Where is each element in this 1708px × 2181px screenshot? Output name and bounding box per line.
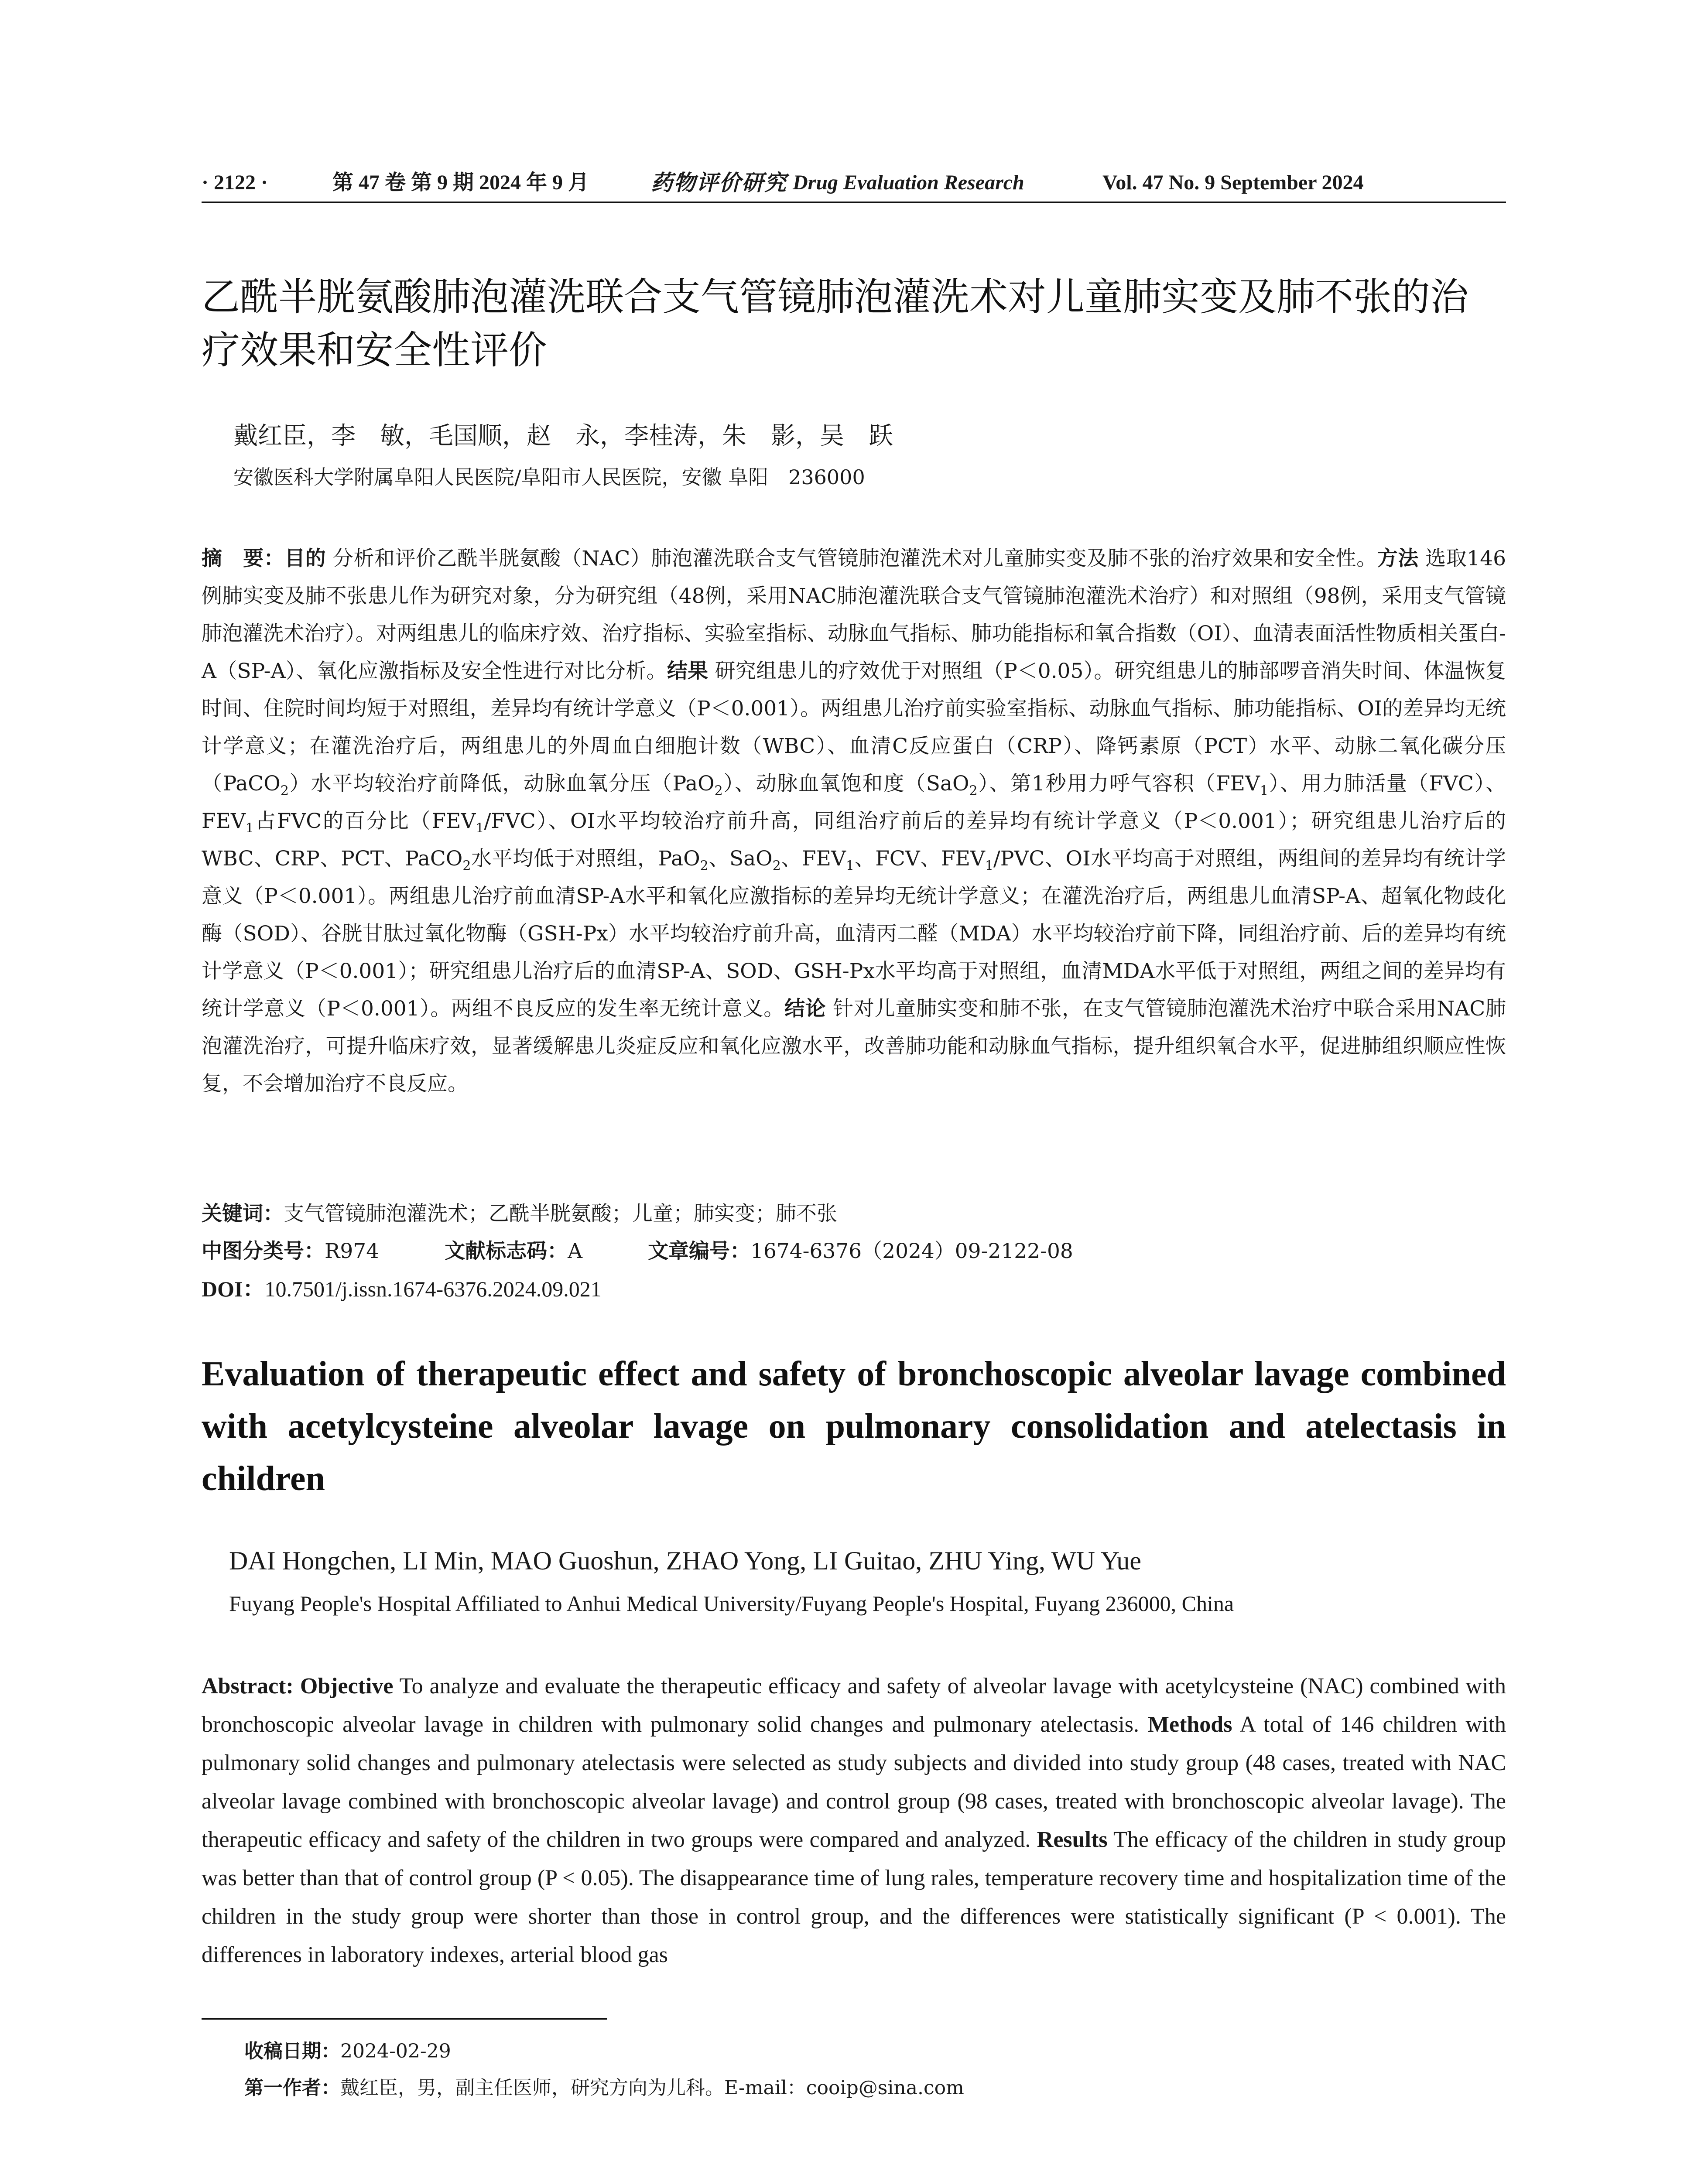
abstract-en-label: Abstract: bbox=[202, 1674, 294, 1699]
doi-label: DOI： bbox=[202, 1277, 265, 1301]
subscript: 2 bbox=[772, 858, 781, 874]
authors-en: DAI Hongchen, LI Min, MAO Guoshun, ZHAO Yong, LI Guitao, ZHU Ying, WU Yue bbox=[229, 1546, 1141, 1575]
authors-cn: 戴红臣，李 敏，毛国顺，赵 永，李桂涛，朱 影，吴 跃 bbox=[233, 422, 893, 450]
results-en-label: Results bbox=[1037, 1827, 1108, 1852]
subscript: 2 bbox=[714, 783, 723, 799]
results-text: 占FVC的百分比（FEV bbox=[253, 809, 476, 833]
subscript: 1 bbox=[985, 858, 993, 874]
keywords-value: 支气管镜肺泡灌洗术；乙酰半胱氨酸；儿童；肺实变；肺不张 bbox=[284, 1202, 837, 1226]
results-text: ）、用力肺活量（FVC）、FEV bbox=[202, 772, 1506, 833]
received-value: 2024-02-29 bbox=[340, 2040, 451, 2062]
journal-logo-cn: 药物评价研究 bbox=[651, 170, 787, 195]
received-date-note bbox=[244, 2036, 1466, 2067]
article-id-label: 文章编号： bbox=[648, 1239, 751, 1263]
clc-value: R974 bbox=[325, 1239, 380, 1263]
subscript: 2 bbox=[462, 858, 471, 874]
methods-en-label: Methods bbox=[1147, 1712, 1232, 1737]
received-label: 收稿日期： bbox=[244, 2040, 340, 2062]
subscript: 1 bbox=[245, 820, 254, 836]
journal-name-en: Drug Evaluation Research bbox=[793, 171, 1024, 194]
results-text: /FVC）、OI水平均较治疗前升高，同组治疗前后的差异均有统计学意义（P＜0.001）；研究组患儿治疗后的WBC、CRP、PCT、PaCO bbox=[202, 809, 1506, 871]
subscript: 2 bbox=[280, 783, 289, 799]
results-text: 水平均低于对照组，PaO bbox=[471, 847, 700, 871]
results-text: ）水平均较治疗前降低，动脉血氧分压（PaO bbox=[288, 772, 715, 796]
issue-info-en: Vol. 47 No. 9 September 2024 bbox=[1102, 171, 1364, 194]
methods-en-text: A total of 146 children with pulmonary solid changes and pulmonary atelectasis were selected as study subjects and divided into study group (48 cases, treated with NAC alveolar lavage combined with bronchoscopic alveolar lavage) and control group (98 cases, treated with bronchoscopic alveolar lavage). The therapeutic efficacy and safety of the children in two groups were compared and analyzed. bbox=[202, 1712, 1506, 1852]
article-id-value: 1674-6376（2024）09-2122-08 bbox=[750, 1239, 1073, 1263]
subscript: 1 bbox=[1260, 783, 1268, 799]
doc-code-label: 文献标志码： bbox=[445, 1239, 568, 1263]
results-label: 结果 bbox=[667, 659, 709, 683]
methods-text: 选取146例肺实变及肺不张患儿作为研究对象，分为研究组（48例，采用NAC肺泡灌洗联合支气管镜肺泡灌洗术治疗）和对照组（98例，采用支气管镜肺泡灌洗术治疗）。对两组患儿的临床疗效、治疗指标、实验室指标、动脉血气指标、肺功能指标和氧合指数（OI）、血清表面活性物质相关蛋白-A（SP-A）、氧化应激指标及安全性进行对比分析。 bbox=[202, 547, 1506, 683]
first-author-note bbox=[244, 2073, 1466, 2103]
results-text: /PVC、OI水平均高于对照组，两组间的差异均有统计学意义（P＜0.001）。两组患儿治疗前血清SP-A水平和氧化应激指标的差异均无统计学意义；在灌洗治疗后，两组患儿血清SP-A、超氧化物歧化酶（SOD）、谷胱甘肽过氧化物酶（GSH-Px）水平均较治疗前升高，血清丙二醛（MDA）水平均较治疗前下降，同组治疗前、后的差异均有统计学意义（P＜0.001）；研究组患儿治疗后的血清SP-A、SOD、GSH-Px水平均高于对照组，血清MDA水平低于对照组，两组之间的差异均有统计学意义（P＜0.001）。两组不良反应的发生率无统计意义。 bbox=[202, 847, 1506, 1021]
objective-en-label: Objective bbox=[300, 1674, 394, 1699]
clc-label: 中图分类号： bbox=[202, 1239, 325, 1263]
subscript: 1 bbox=[476, 820, 484, 836]
results-text: 、FEV bbox=[780, 847, 846, 871]
results-text: ）、第1秒用力呼气容积（FEV bbox=[977, 772, 1260, 796]
keywords-label: 关键词： bbox=[202, 1202, 284, 1226]
first-author-label: 第一作者： bbox=[244, 2077, 340, 2099]
results-text: 研究组患儿的疗效优于对照组（P＜0.05）。研究组患儿的肺部啰音消失时间、体温恢复时间、住院时间均短于对照组，差异均有统计学意义（P＜0.001）。两组患儿治疗前实验室指标、动脉血气指标、肺功能指标、OI的差异均无统计学意义；在灌洗治疗后，两组患儿的外周血白细胞计数（WBC）、血清C反应蛋白（CRP）、降钙素原（PCT）水平、动脉二氧化碳分压（PaCO bbox=[202, 659, 1506, 796]
classification-line bbox=[202, 1233, 1506, 1270]
page-number: · 2122 · bbox=[202, 171, 268, 194]
doi-link[interactable]: 10.7501/j.issn.1674-6376.2024.09.021 bbox=[264, 1277, 602, 1301]
objective-text: 分析和评价乙酰半胱氨酸（NAC）肺泡灌洗联合支气管镜肺泡灌洗术对儿童肺实变及肺不张的治疗效果和安全性。 bbox=[326, 547, 1377, 571]
conclusion-label: 结论 bbox=[784, 997, 826, 1021]
doi-line bbox=[202, 1270, 1506, 1308]
header-rule bbox=[202, 202, 1506, 203]
objective-en-text: To analyze and evaluate the therapeutic efficacy and safety of alveolar lavage with acetylcysteine (NAC) combined with bronchoscopic alveolar lavage in children with pulmonary solid changes and pulmonary atelectasis. bbox=[202, 1674, 1506, 1737]
subscript: 1 bbox=[845, 858, 854, 874]
objective-label: 目的 bbox=[284, 547, 326, 571]
subscript: 2 bbox=[969, 783, 978, 799]
keywords-line bbox=[202, 1195, 1506, 1233]
running-header bbox=[202, 169, 1506, 196]
results-en-text: The efficacy of the children in study group was better than that of control group (P < 0.05). The disappearance time of lung rales, temperature recovery time and hospitalization time of the children in the study group were shorter than those in control group, and the differences were statistically significant (P < 0.001). The differences in laboratory indexes, arterial blood gas bbox=[202, 1827, 1506, 1967]
subscript: 2 bbox=[700, 858, 709, 874]
abstract-label: 摘 要： bbox=[202, 547, 285, 571]
article-title-cn: 乙酰半胱氨酸肺泡灌洗联合支气管镜肺泡灌洗术对儿童肺实变及肺不张的治疗效果和安全性评价 bbox=[202, 274, 1469, 373]
results-text: 、SaO bbox=[708, 847, 773, 871]
issue-info-cn: 第 47 卷 第 9 期 2024 年 9 月 bbox=[332, 171, 589, 194]
affiliation-cn: 安徽医科大学附属阜阳人民医院/阜阳市人民医院，安徽 阜阳 236000 bbox=[233, 465, 865, 489]
results-text: ）、动脉血氧饱和度（SaO bbox=[722, 772, 969, 796]
abstract-cn bbox=[202, 540, 1506, 1103]
article-title-en: Evaluation of therapeutic effect and safety of bronchoscopic alveolar lavage combined with acetylcysteine alveolar lavage on pulmonary consolidation and atelectasis in children bbox=[202, 1355, 1506, 1498]
results-text: 、FCV、FEV bbox=[854, 847, 985, 871]
affiliation-en: Fuyang People's Hospital Affiliated to Anhui Medical University/Fuyang People's Hospital, Fuyang 236000, China bbox=[229, 1591, 1234, 1616]
footnote-rule bbox=[202, 2018, 607, 2020]
conclusion-text: 针对儿童肺实变和肺不张，在支气管镜肺泡灌洗术治疗中联合采用NAC肺泡灌洗治疗，可提升临床疗效，显著缓解患儿炎症反应和氧化应激水平，改善肺功能和动脉血气指标，提升组织氧合水平，促进肺组织顺应性恢复，不会增加治疗不良反应。 bbox=[202, 997, 1506, 1096]
methods-label: 方法 bbox=[1377, 547, 1419, 571]
first-author-value: 戴红臣，男，副主任医师，研究方向为儿科。E-mail：cooip@sina.com bbox=[340, 2077, 964, 2099]
doc-code-value: A bbox=[568, 1239, 583, 1263]
abstract-en bbox=[202, 1667, 1506, 1974]
